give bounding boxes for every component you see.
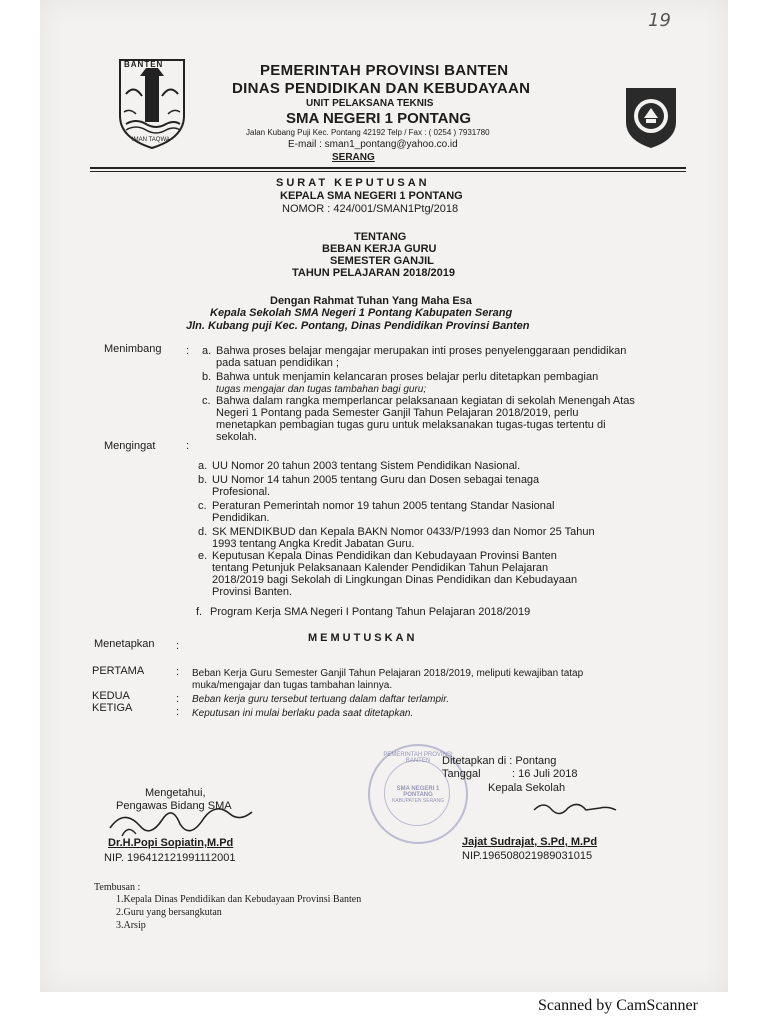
item-text: Peraturan Pemerintah nomor 19 tahun 2005 tentang Standar Nasional (212, 500, 555, 512)
pertama-label: PERTAMA (92, 665, 145, 677)
item-letter: e. (198, 550, 208, 562)
item-text: Pendidikan. (212, 512, 270, 524)
kepala-sekolah-role: Kepala Sekolah (488, 782, 566, 794)
item-text: 2018/2019 bagi Sekolah di Lingkungan Dinas Pendidikan dan Kebudayaan (212, 574, 578, 586)
mengingat-colon: : (186, 440, 190, 452)
stamp-bottom: KABUPATEN SERANG (391, 798, 445, 804)
item-text: Bahwa proses belajar mengajar merupakan inti proses penyelenggaraan pendidikan (216, 345, 627, 357)
menimbang-label: Menimbang (104, 343, 162, 355)
page-number: 19 (648, 10, 671, 31)
header-school: SMA NEGERI 1 PONTANG (286, 110, 472, 127)
header-dinas: DINAS PENDIDIKAN DAN KEBUDAYAAN (232, 80, 531, 97)
item-text: UU Nomor 20 tahun 2003 tentang Sistem Pendidikan Nasional. (212, 460, 521, 472)
doc-title: SURAT KEPUTUSAN (276, 177, 430, 189)
header-email: E-mail : sman1_pontang@yahoo.co.id (288, 139, 458, 150)
headmaster-signature (530, 796, 620, 820)
menetapkan-colon: : (176, 640, 180, 652)
preamble-3: Jln. Kubang puji Kec. Pontang, Dinas Pendidikan Provinsi Banten (186, 320, 530, 332)
kedua-label: KEDUA (92, 690, 130, 702)
kedua-text: Beban kerja guru tersebut tertuang dalam daftar terlampir. (192, 694, 449, 705)
item-text: Negeri 1 Pontang pada Semester Ganjil Tahun Pelajaran 2018/2019, perlu (216, 407, 579, 419)
mengingat-item-e (198, 550, 684, 598)
item-text: Bahwa untuk menjamin kelancaran proses belajar perlu ditetapkan pembagian (216, 371, 599, 383)
subject-line1: BEBAN KERJA GURU (322, 243, 437, 255)
pertama-colon: : (176, 666, 180, 678)
mengingat-item-b (198, 474, 684, 498)
headmaster-name: Jajat Sudrajat, S.Pd, M.Pd (462, 836, 598, 848)
item-text: Program Kerja SMA Negeri I Pontang Tahun Pelajaran 2018/2019 (210, 606, 531, 618)
header-unit: UNIT PELAKSANA TEKNIS (306, 98, 434, 109)
logo-bottom-text: IMAN TAQWA (132, 137, 170, 143)
decision-text: Beban Kerja Guru Semester Ganjil Tahun Pelajaran 2018/2019, meliputi kewajiban tatap (192, 668, 584, 679)
item-text: sekolah. (216, 431, 257, 443)
menimbang-colon: : (186, 345, 190, 357)
tembusan-item: 1.Kepala Dinas Pendidikan dan Kebudayaan Provinsi Banten (116, 894, 362, 905)
menimbang-item-a (202, 345, 682, 369)
menetapkan-label: Menetapkan (94, 638, 155, 650)
item-text: menetapkan pembagian tugas guru untuk melaksanakan tugas-tugas tertentu di (216, 419, 606, 431)
item-letter: c. (198, 500, 207, 512)
header-province: PEMERINTAH PROVINSI BANTEN (260, 62, 509, 79)
ditetapkan-di: Ditetapkan di : Pontang (442, 755, 557, 767)
supervisor-nip: NIP. 196412121991112001 (104, 852, 236, 864)
supervisor-name: Dr.H.Popi Sopiatin,M.Pd (108, 837, 234, 849)
item-text: Provinsi Banten. (212, 586, 293, 598)
item-text: SK MENDIKBUD dan Kepala BAKN Nomor 0433/P/1993 dan Nomor 25 Tahun (212, 526, 595, 538)
preamble-1: Dengan Rahmat Tuhan Yang Maha Esa (270, 295, 472, 307)
mengingat-item-a (198, 460, 684, 472)
mengingat-label: Mengingat (104, 440, 156, 452)
item-text: tentang Petunjuk Pelaksanaan Kalender Pendidikan Tahun Pelajaran (212, 562, 549, 574)
headmaster-nip: NIP.196508021989031015 (462, 850, 593, 862)
item-text: Profesional. (212, 486, 271, 498)
decision-text: muka/mengajar dan tugas tambahan lainnya. (192, 680, 393, 691)
header-rule-thick (90, 167, 686, 169)
ketiga-label: KETIGA (92, 702, 133, 714)
ketiga-text: Keputusan ini mulai berlaku pada saat ditetapkan. (192, 708, 414, 719)
item-letter: f. (196, 606, 203, 618)
stamp-text: PEMERINTAH PROVINSI BANTEN (383, 752, 453, 764)
pertama-text (192, 668, 682, 692)
preamble-2: Kepala Sekolah SMA Negeri 1 Pontang Kabupaten Serang (210, 307, 513, 319)
mengingat-item-d (198, 526, 684, 550)
item-letter: a. (198, 460, 208, 472)
item-text: Bahwa dalam rangka memperlancar pelaksanaan kegiatan di sekolah Menengah Atas (216, 395, 635, 407)
item-text: tugas mengajar dan tugas tambahan bagi guru; (216, 384, 427, 395)
camscanner-watermark: Scanned by CamScanner (538, 997, 698, 1014)
subject-line2: SEMESTER GANJIL (330, 255, 434, 267)
logo-top-text: BANTEN (124, 60, 164, 69)
item-text: pada satuan pendidikan ; (216, 357, 339, 369)
tembusan-label: Tembusan : (94, 882, 141, 893)
header-city: SERANG (332, 152, 375, 163)
item-letter: b. (198, 474, 208, 486)
item-text: 1993 tentang Angka Kredit Jabatan Guru. (212, 538, 415, 550)
item-letter: a. (202, 345, 212, 357)
memutuskan-heading: MEMUTUSKAN (308, 632, 418, 644)
doc-issuer: KEPALA SMA NEGERI 1 PONTANG (280, 190, 463, 202)
school-emblem (620, 78, 682, 150)
kedua-colon: : (176, 693, 180, 705)
item-letter: b. (202, 371, 212, 383)
tembusan-item: 2.Guru yang bersangkutan (116, 907, 222, 918)
header-rule-thin (90, 171, 686, 172)
subject-line3: TAHUN PELAJARAN 2018/2019 (292, 267, 456, 279)
menimbang-item-c (202, 395, 682, 443)
tembusan-item: 3.Arsip (116, 920, 146, 931)
header-address: Jalan Kubang Puji Kec. Pontang 42192 Telp / Fax : ( 0254 ) 7931780 (246, 128, 490, 137)
menimbang-item-b (202, 371, 682, 396)
tentang: TENTANG (354, 231, 407, 243)
stamp-center: SMA NEGERI 1 PONTANG (396, 786, 440, 798)
item-letter: d. (198, 526, 208, 538)
mengingat-item-f (196, 606, 682, 618)
doc-number: NOMOR : 424/001/SMAN1Ptg/2018 (282, 203, 459, 215)
ketiga-colon: : (176, 706, 180, 718)
item-text: UU Nomor 14 tahun 2005 tentang Guru dan Dosen sebagai tenaga (212, 474, 540, 486)
item-text: Keputusan Kepala Dinas Pendidikan dan Kebudayaan Provinsi Banten (212, 550, 557, 562)
pengawas-role: Pengawas Bidang SMA (116, 800, 232, 812)
mengingat-item-c (198, 500, 684, 524)
tanggal-label: Tanggal (442, 768, 481, 780)
mengetahui: Mengetahui, (145, 787, 206, 799)
tanggal-value: : 16 Juli 2018 (512, 768, 578, 780)
item-letter: c. (202, 395, 211, 407)
